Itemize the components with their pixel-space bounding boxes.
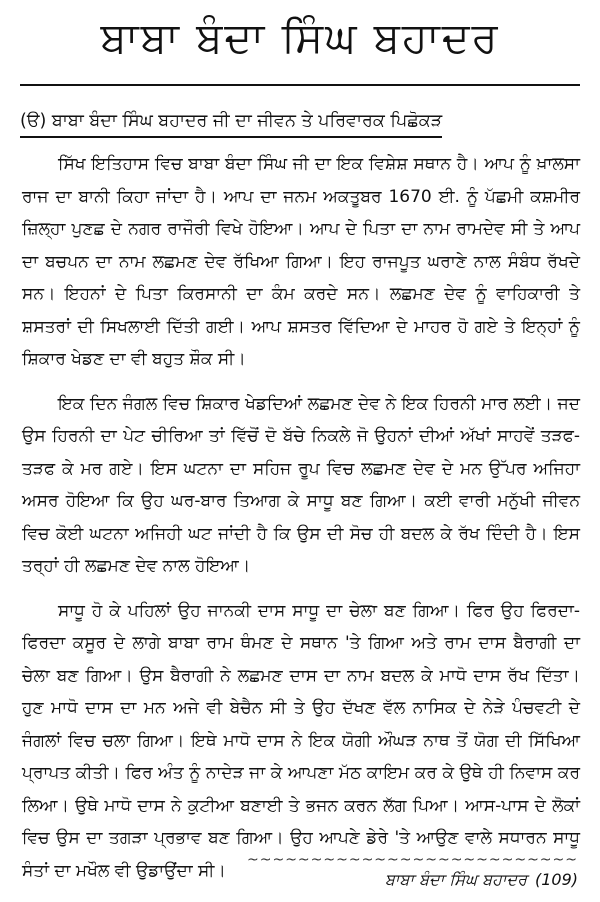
section-heading: (ੳ) ਬਾਬਾ ਬੰਦਾ ਸਿੰਘ ਬਹਾਦਰ ਜੀ ਦਾ ਜੀਵਨ ਤੇ ਪਰਿਵਾਰਕ ਪਿਛੋਕੜ [20,108,442,138]
page-number: (109) [534,870,578,889]
paragraph: ਇਕ ਦਿਨ ਜੰਗਲ ਵਿਚ ਸ਼ਿਕਾਰ ਖੇਡਦਿਆਂ ਲਛਮਣ ਦੇਵ ਨੇ ਇਕ ਹਿਰਨੀ ਮਾਰ ਲਈ। ਜਦ ਉਸ ਹਿਰਨੀ ਦਾ ਪੇਟ ਚੀਰਿਆ ਤਾਂ ਵਿੱਚੋਂ ਦੋ ਬੱਚੇ ਨਿਕਲੇ ਜੋ ਉਹਨਾਂ ਦੀਆਂ ਅੱਖਾਂ ਸਾਹਵੇਂ ਤੜਫ-ਤੜਫ ਕੇ ਮਰ ਗਏ। ਇਸ ਘਟਨਾ ਦਾ ਸਹਿਜ ਰੂਪ ਵਿਚ ਲਛਮਣ ਦੇਵ ਦੇ ਮਨ ਉੱਪਰ ਅਜਿਹਾ ਅਸਰ ਹੋਇਆ ਕਿ ਉਹ ਘਰ-ਬਾਰ ਤਿਆਗ ਕੇ ਸਾਧੂ ਬਣ ਗਿਆ। ਕਈ ਵਾਰੀ ਮਨੁੱਖੀ ਜੀਵਨ ਵਿਚ ਕੋਈ ਘਟਨਾ ਅਜਿਹੀ ਘਟ ਜਾਂਦੀ ਹੈ ਕਿ ਉਸ ਦੀ ਸੋਚ ਹੀ ਬਦਲ ਕੇ ਰੱਖ ਦਿੰਦੀ ਹੈ। ਇਸ ਤਰ੍ਹਾਂ ਹੀ ਲਛਮਣ ਦੇਵ ਨਾਲ ਹੋਇਆ। [22,393,580,576]
footer-divider: ~~~~~~~~~~~~~~~~~~~~~~~~~~ [247,852,578,868]
paragraph: ਸਿੱਖ ਇਤਿਹਾਸ ਵਿਚ ਬਾਬਾ ਬੰਦਾ ਸਿੰਘ ਜੀ ਦਾ ਇਕ ਵਿਸ਼ੇਸ਼ ਸਥਾਨ ਹੈ। ਆਪ ਨੂੰ ਖ਼ਾਲਸਾ ਰਾਜ ਦਾ ਬਾਨੀ ਕਿਹਾ ਜਾਂਦਾ ਹੈ। ਆਪ ਦਾ ਜਨਮ ਅਕਤੂਬਰ 1670 ਈ. ਨੂੰ ਪੱਛਮੀ ਕਸ਼ਮੀਰ ਜ਼ਿਲ੍ਹਾ ਪੁਣਛ ਦੇ ਨਗਰ ਰਾਜੌਰੀ ਵਿਖੇ ਹੋਇਆ। ਆਪ ਦੇ ਪਿਤਾ ਦਾ ਨਾਮ ਰਾਮਦੇਵ ਸੀ ਤੇ ਆਪ ਦਾ ਬਚਪਨ ਦਾ ਨਾਮ ਲਛਮਣ ਦੇਵ ਰੱਖਿਆ ਗਿਆ। ਇਹ ਰਾਜਪੂਤ ਘਰਾਣੇ ਨਾਲ ਸੰਬੰਧ ਰੱਖਦੇ ਸਨ। ਇਹਨਾਂ ਦੇ ਪਿਤਾ ਕਿਰਸਾਨੀ ਦਾ ਕੰਮ ਕਰਦੇ ਸਨ। ਲਛਮਣ ਦੇਵ ਨੂੰ ਵਾਹਿਕਾਰੀ ਤੇ ਸ਼ਸਤਰਾਂ ਦੀ ਸਿਖਲਾਈ ਦਿੱਤੀ ਗਈ। ਆਪ ਸ਼ਸਤਰ ਵਿੱਦਿਆ ਦੇ ਮਾਹਰ ਹੋ ਗਏ ਤੇ ਇਨ੍ਹਾਂ ਨੂੰ ਸ਼ਿਕਾਰ ਖੇਡਣ ਦਾ ਵੀ ਬਹੁਤ ਸ਼ੌਕ ਸੀ। [22,154,580,369]
footer-book-title: ਬਾਬਾ ਬੰਦਾ ਸਿੰਘ ਬਹਾਦਰ [384,870,527,889]
page-footer [247,852,578,892]
page-title: ਬਾਬਾ ਬੰਦਾ ਸਿੰਘ ਬਹਾਦਰ [100,13,500,62]
title-divider [20,84,580,86]
body-text [22,148,580,899]
running-footer [247,868,578,892]
paragraph: ਸਾਧੂ ਹੋ ਕੇ ਪਹਿਲਾਂ ਉਹ ਜਾਨਕੀ ਦਾਸ ਸਾਧੂ ਦਾ ਚੇਲਾ ਬਣ ਗਿਆ। ਫਿਰ ਉਹ ਫਿਰਦਾ-ਫਿਰਦਾ ਕਸੂਰ ਦੇ ਲਾਗੇ ਬਾਬਾ ਰਾਮ ਥੰਮਣ ਦੇ ਸਥਾਨ 'ਤੇ ਗਿਆ ਅਤੇ ਰਾਮ ਦਾਸ ਬੈਰਾਗੀ ਦਾ ਚੇਲਾ ਬਣ ਗਿਆ। ਉਸ ਬੈਰਾਗੀ ਨੇ ਲਛਮਣ ਦਾਸ ਦਾ ਨਾਮ ਬਦਲ ਕੇ ਮਾਧੋ ਦਾਸ ਰੱਖ ਦਿੱਤਾ। ਹੁਣ ਮਾਧੋ ਦਾਸ ਦਾ ਮਨ ਅਜੇ ਵੀ ਬੇਚੈਨ ਸੀ ਤੇ ਉਹ ਦੱਖਣ ਵੱਲ ਨਾਸਿਕ ਦੇ ਨੇੜੇ ਪੰਚਵਟੀ ਦੇ ਜੰਗਲਾਂ ਵਿਚ ਚਲਾ ਗਿਆ। ਇਥੇ ਮਾਧੋ ਦਾਸ ਨੇ ਇਕ ਯੋਗੀ ਔਘੜ ਨਾਥ ਤੋਂ ਯੋਗ ਦੀ ਸਿੱਖਿਆ ਪ੍ਰਾਪਤ ਕੀਤੀ। ਫਿਰ ਅੰਤ ਨੂੰ ਨਾਦੇੜ ਜਾ ਕੇ ਆਪਣਾ ਮੱਠ ਕਾਇਮ ਕਰ ਕੇ ਉਥੇ ਹੀ ਨਿਵਾਸ ਕਰ ਲਿਆ। ਉਥੇ ਮਾਧੋ ਦਾਸ ਨੇ ਕੁਟੀਆ ਬਣਾਈ ਤੇ ਭਜਨ ਕਰਨ ਲੱਗ ਪਿਆ। ਆਸ-ਪਾਸ ਦੇ ਲੋਕਾਂ ਵਿਚ ਉਸ ਦਾ ਤਗੜਾ ਪ੍ਰਭਾਵ ਬਣ ਗਿਆ। ਉਹ ਆਪਣੇ ਡੇਰੇ 'ਤੇ ਆਉਣ ਵਾਲੇ ਸਧਾਰਨ ਸਾਧੂ ਸੰਤਾਂ ਦਾ ਮਖੌਲ ਵੀ ਉਡਾਉਂਦਾ ਸੀ। [22,600,580,881]
